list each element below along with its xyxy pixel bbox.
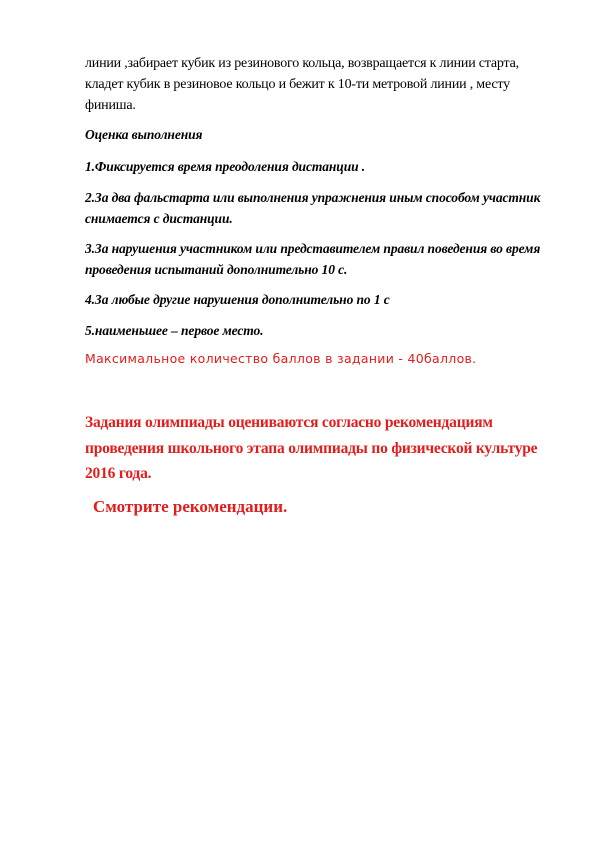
see-recommendations-note: Смотрите рекомендации.	[93, 497, 288, 516]
intro-paragraph: линии ,забирает кубик из резинового кольца, возвращается к линии старта, кладет кубик в резиновое кольцо и бежит к 10-ти метровой линии , месту финиша.	[85, 56, 519, 113]
max-score-note: Максимальное количество баллов в задании - 40баллов.	[85, 351, 477, 366]
evaluation-item-3: 3.За нарушения участником или представителем правил поведения во время проведения испытаний дополнительно 10 с.	[85, 241, 541, 277]
evaluation-item-1: 1.Фиксируется время преодоления дистанции .	[85, 159, 366, 174]
evaluation-item-2: 2.За два фальстарта или выполнения упражнения иным способом участник снимается с дистанции.	[85, 190, 541, 226]
evaluation-item-4: 4.За любые другие нарушения дополнительно по 1 с	[85, 292, 390, 307]
olympiad-notice: Задания олимпиады оцениваются согласно рекомендациям проведения школьного этапа олимпиады по физической культуре 2016 года.	[85, 414, 538, 482]
evaluation-heading: Оценка выполнения	[85, 127, 203, 142]
evaluation-item-5: 5.наименьшее – первое место.	[85, 323, 264, 338]
